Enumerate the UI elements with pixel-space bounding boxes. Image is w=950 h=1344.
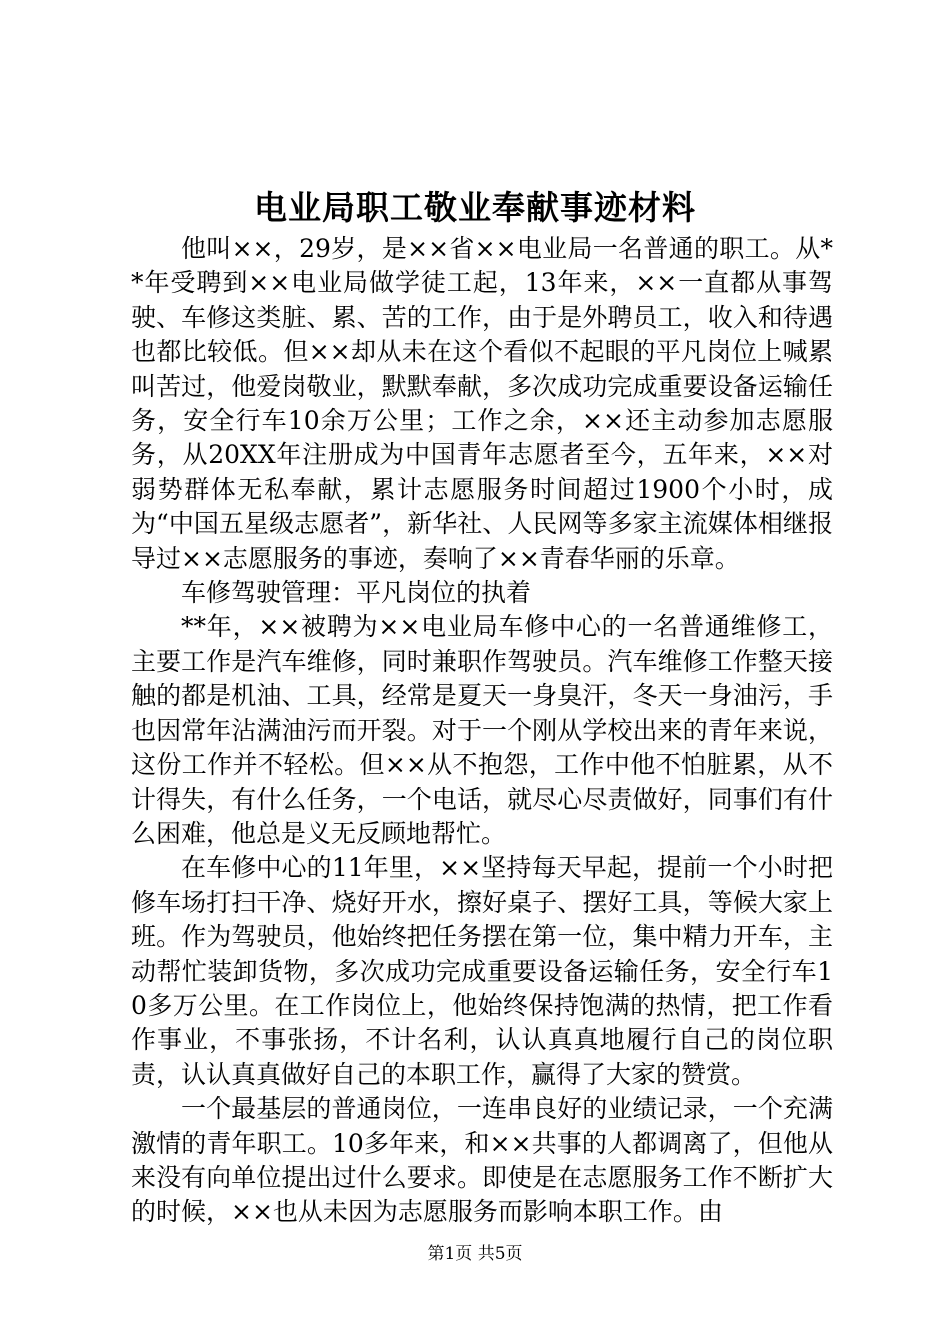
paragraph-eleven-years: 在车修中心的11年里，××坚持每天早起，提前一个小时把修车场打扫干净、烧好开水，擦好桌子、摆好工具，等候大家上班。作为驾驶员，他始终把任务摆在第一位，集中精力开车，主动帮忙装卸货物，多次成功完成重要设备运输任务，安全行车10多万公里。在工作岗位上，他始终保持饱满的热情，把工作看作事业，不事张扬，不计名利，认认真真地履行自己的岗位职责，认认真真做好自己的本职工作，赢得了大家的赞赏。 [131,853,833,1089]
section-heading: 车修驾驶管理：平凡岗位的执着 [181,578,532,608]
paragraph-basic-post: 一个最基层的普通岗位，一连串良好的业绩记录，一个充满激情的青年职工。10多年来，和××共事的人都调离了，但他从来没有向单位提出过什么要求。即使是在志愿服务工作不断扩大的时候，××也从未因为志愿服务而影响本职工作。由 [131,1094,833,1227]
document-body [131,232,833,1230]
paragraph-intro: 他叫××，29岁，是××省××电业局一名普通的职工。从**年受聘到××电业局做学徒工起，13年来，××一直都从事驾驶、车修这类脏、累、苦的工作，由于是外聘员工，收入和待遇也都比较低。但××却从未在这个看似不起眼的平凡岗位上喊累叫苦过，他爱岗敬业，默默奉献，多次成功完成重要设备运输任务，安全行车10余万公里；工作之余，××还主动参加志愿服务，从20XX年注册成为中国青年志愿者至今，五年来，××对弱势群体无私奉献，累计志愿服务时间超过1900个小时，成为“中国五星级志愿者”，新华社、人民网等多家主流媒体相继报导过××志愿服务的事迹，奏响了××青春华丽的乐章。 [131,234,833,573]
document-title: 电业局职工敬业奉献事迹材料 [254,188,696,227]
page-footer: 第1页 共5页 [427,1244,523,1264]
paragraph-work: **年，××被聘为××电业局车修中心的一名普通维修工，主要工作是汽车维修，同时兼职作驾驶员。汽车维修工作整天接触的都是机油、工具，经常是夏天一身臭汗，冬天一身油污，手也因常年沾满油污而开裂。对于一个刚从学校出来的青年来说，这份工作并不轻松。但××从不抱怨，工作中他不怕脏累，从不计得失，有什么任务，一个电话，就尽心尽责做好，同事们有什么困难，他总是义无反顾地帮忙。 [131,612,833,848]
